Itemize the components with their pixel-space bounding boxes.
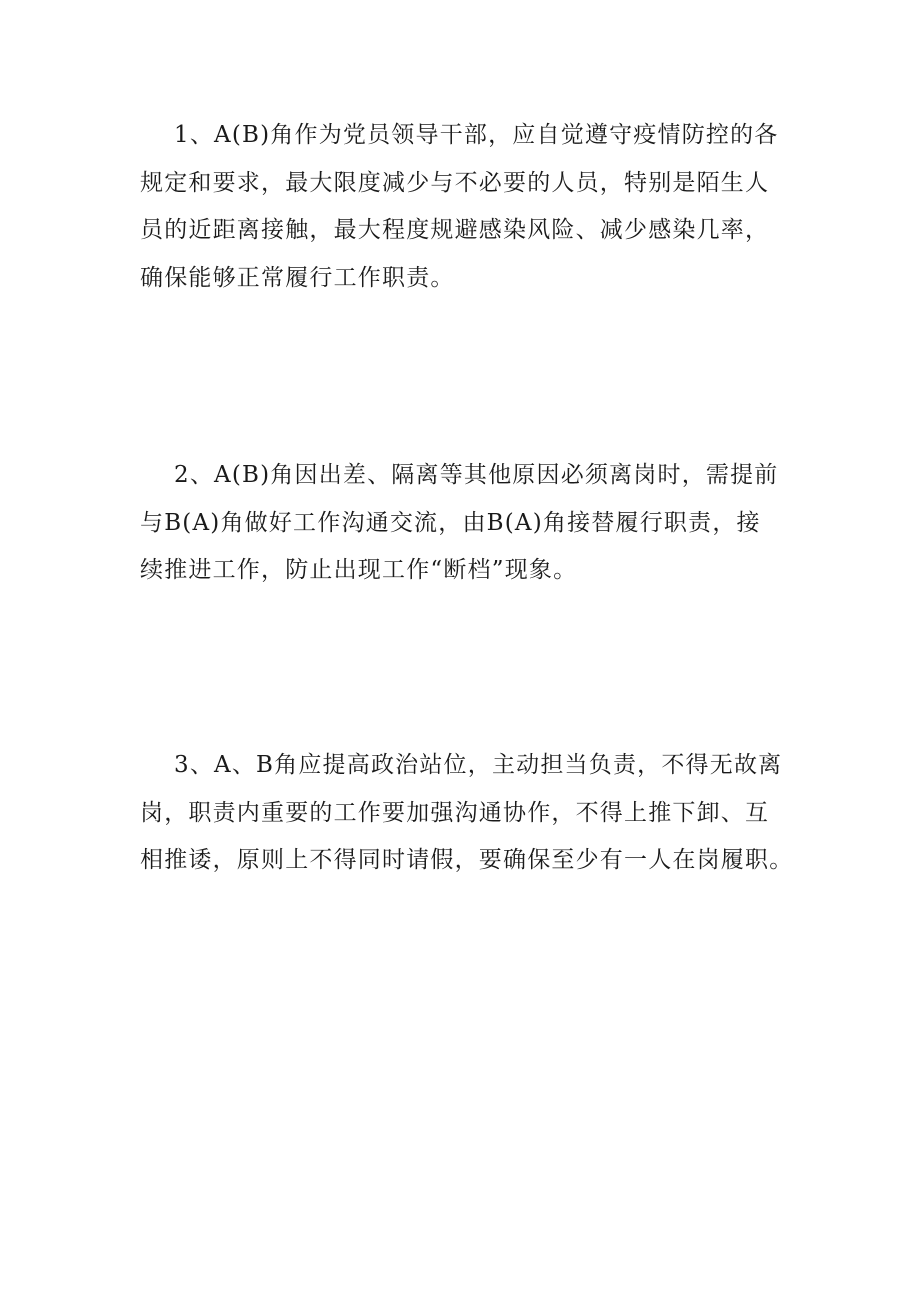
paragraph-line: 与B(A)角做好工作沟通交流，由B(A)角接替履行职责，接: [140, 509, 761, 536]
paragraph-1: [140, 112, 780, 302]
paragraph-line: 3、A、B角应提高政治站位，主动担当负责，不得无故离: [174, 752, 783, 778]
paragraph-line: 规定和要求，最大限度减少与不必要的人员，特别是陌生人: [140, 169, 770, 196]
paragraph-2: [140, 452, 780, 595]
paragraph-line: 确保能够正常履行工作职责。: [140, 264, 455, 291]
paragraph-line: 岗，职责内重要的工作要加强沟通协作，不得上推下卸、互: [140, 799, 770, 826]
paragraph-line: 员的近距离接触，最大程度规避感染风险、减少感染几率，: [140, 217, 770, 243]
paragraph-line: 相推诿，原则上不得同时请假，要确保至少有一人在岗履职。: [140, 847, 794, 873]
paragraph-line: 2、A(B)角因出差、隔离等其他原因必须离岗时，需提前: [174, 462, 779, 488]
paragraph-line: 1、A(B)角作为党员领导干部，应自觉遵守疫情防控的各: [174, 122, 779, 148]
paragraph-3: [140, 742, 794, 885]
paragraph-line: 续推进工作，防止出现工作“断档”现象。: [140, 557, 578, 583]
